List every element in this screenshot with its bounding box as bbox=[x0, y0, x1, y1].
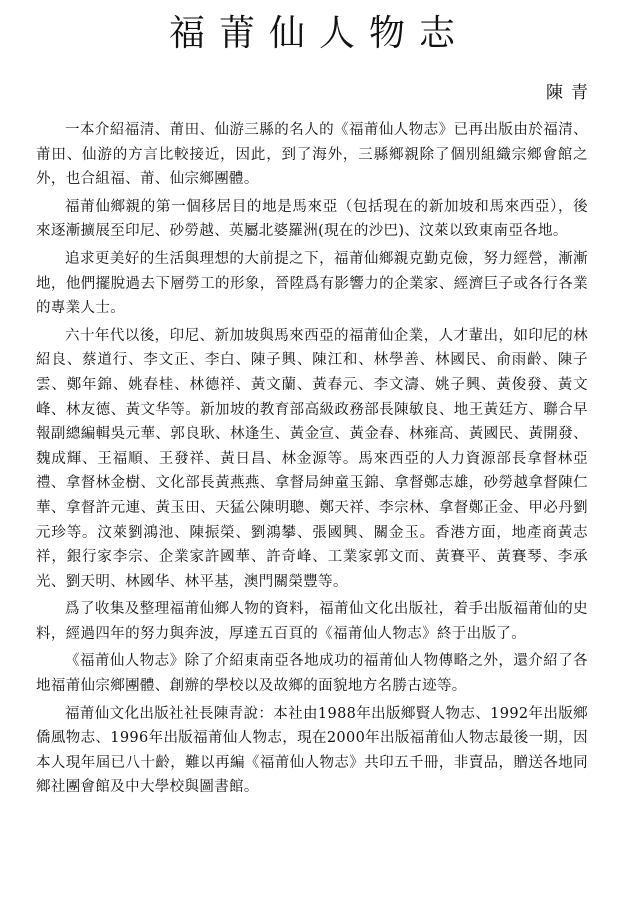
paragraph-migration: 福莆仙鄉親的第一個移居目的地是馬來亞（包括現在的新加坡和馬來西亞），後來逐漸擴展至印尼、砂勞越、英屬北婆羅洲(現在的沙巴)、汶萊以致東南亞各地。 bbox=[36, 198, 588, 240]
author-name: 陳青 bbox=[546, 83, 596, 103]
paragraph-contents: 《福莆仙人物志》除了介紹東南亞各地成功的福莆仙人物傳略之外，還介紹了各地福莆仙宗鄉團體、創辦的學校以及故鄉的面貌地方名勝古迹等。 bbox=[36, 653, 588, 695]
paragraph-intro: 一本介紹福清、莆田、仙游三縣的名人的《福莆仙人物志》已再出版由於福清、莆田、仙游的方言比較接近，因此，到了海外，三縣鄉親除了個別組織宗鄉會館之外，也合組福、莆、仙宗鄉團體。 bbox=[36, 122, 588, 188]
paragraph-success: 追求更美好的生活與理想的大前提之下，福莆仙鄉親克勤克儉，努力經營，漸漸地，他們擺脫過去下層勞工的形象，晉陞爲有影響力的企業家、經濟巨子或各行各業的專業人士。 bbox=[36, 250, 588, 317]
paragraph-publisher-statement: 福莆仙文化出版社社長陳青說：本社由1988年出版鄉賢人物志、1992年出版鄉僑風物志、1996年出版福莆仙人物志，現在2000年出版福莆仙人物志最後一期，因本人現年屆已八十齡，難以再編《福莆仙人物志》共印五千冊，非賣品，贈送各地同鄉社團會館及中大學校與圖書館。 bbox=[36, 705, 588, 796]
paragraph-publication: 爲了收集及整理福莆仙鄉人物的資料，福莆仙文化出版社，着手出版福莆仙的史料，經過四年的努力與奔波，厚達五百頁的《福莆仙人物志》終于出版了。 bbox=[36, 601, 588, 642]
article-body bbox=[36, 118, 588, 800]
paragraph-notable-people: 六十年代以後，印尼、新加坡與馬來西亞的福莆仙企業，人才輩出，如印尼的林紹良、蔡道行、李文正、李白、陳子興、陳江和、林學善、林國民、俞雨齡、陳子雲、鄭年錦、姚春桂、林德祥、黃文蘭、黃春元、李文濤、姚子興、黃俊發、黃文峰、林友德、黃文华等。新加坡的教育部高級政務部長陳敏良、地王黃廷方、聯合早報副總編輯吳元華、郭良耿、林逢生、黃金宣、黃金春、林雍高、黃國民、黃開發、魏成輝、王福順、王發祥、黃日昌、林金源等。馬來西亞的人力資源部長拿督林亞禮、拿督林金樹、文化部長黃燕燕、拿督局紳童玉錦、拿督鄭志雄，砂勞越拿督陳仁華、拿督許元連、黃玉田、天猛公陳明聰、鄭天祥、李宗林、拿督鄭正金、甲必丹劉元珍等。汶萊劉鴻池、陳振榮、劉鴻攀、張國興、關金玉。香港方面，地產商黃志祥，銀行家李宗、企業家許國華、許奇峰、工業家郭文而、黃賽平、黃賽琴、李承光、劉天明、林國华、林平基，澳門關榮豐等。 bbox=[36, 327, 588, 590]
page-title: 福莆仙人物志 bbox=[168, 13, 469, 54]
